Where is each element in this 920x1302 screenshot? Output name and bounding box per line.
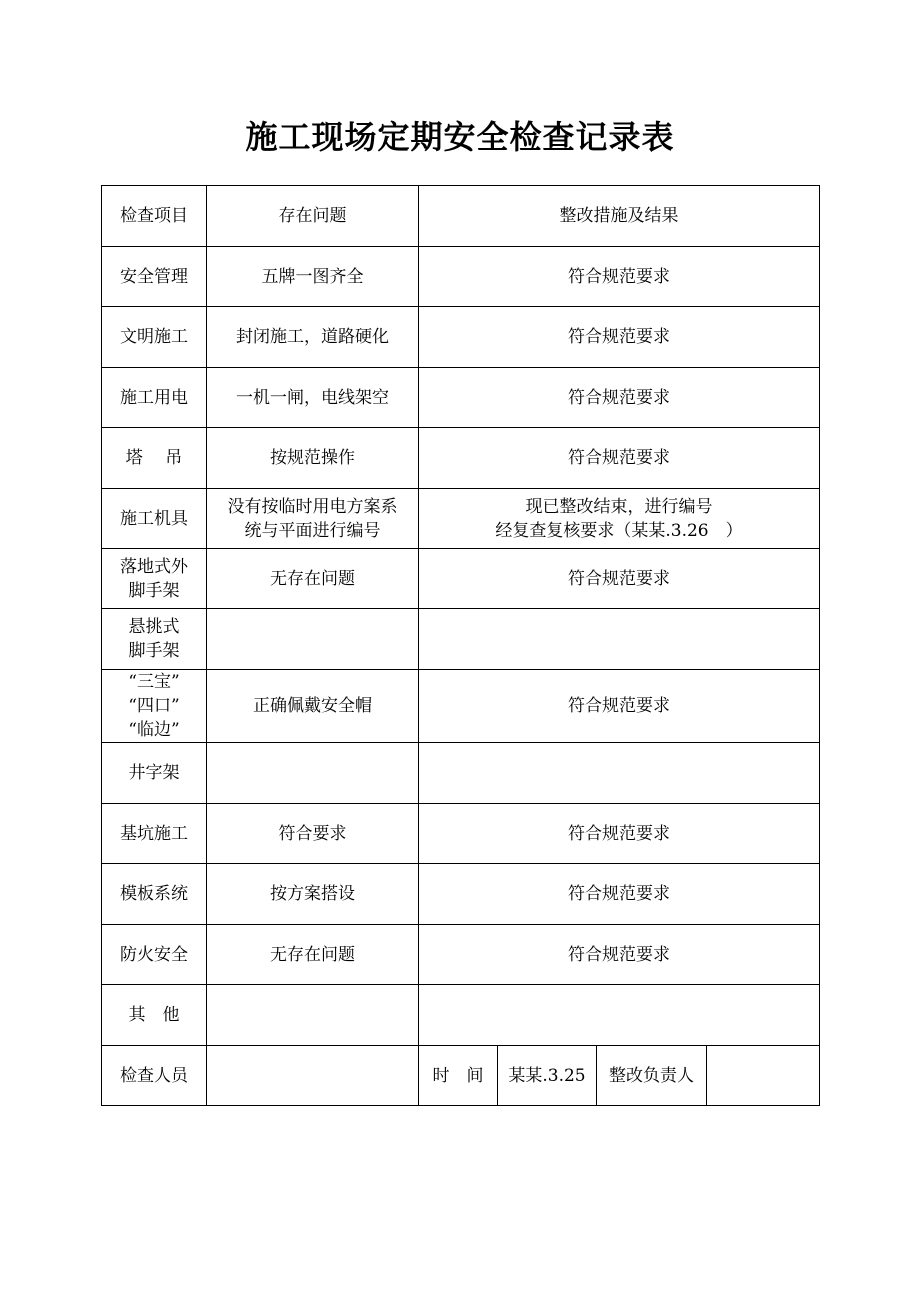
table-row [102,743,820,804]
row-measures [419,985,820,1046]
row-item: 塔 吊 [102,428,207,489]
row-item: 其 他 [102,985,207,1046]
row-problem: 封闭施工，道路硬化 [207,307,419,368]
table-row [102,804,820,864]
table-row [102,609,820,670]
row-item: “三宝” “四口” “临边” [102,670,207,743]
row-item: 落地式外 脚手架 [102,549,207,609]
table-header-row [102,186,820,247]
table-row [102,368,820,428]
row-item: 基坑施工 [102,804,207,864]
row-problem: 正确佩戴安全帽 [207,670,419,743]
row-item: 安全管理 [102,247,207,307]
header-problem: 存在问题 [207,186,419,247]
row-measures: 符合规范要求 [419,428,820,489]
table-row [102,428,820,489]
signature-row [102,1046,820,1106]
row-problem [207,609,419,670]
row-measures: 符合规范要求 [419,804,820,864]
row-problem [207,743,419,804]
responsible-label: 整改负责人 [597,1046,707,1106]
row-item: 模板系统 [102,864,207,925]
table-row [102,307,820,368]
row-item: 防火安全 [102,925,207,985]
row-measures: 符合规范要求 [419,864,820,925]
header-measures: 整改措施及结果 [419,186,820,247]
row-measures: 符合规范要求 [419,549,820,609]
row-measures: 符合规范要求 [419,670,820,743]
row-problem: 没有按临时用电方案系 统与平面进行编号 [207,489,419,549]
table-row [102,864,820,925]
row-problem: 按规范操作 [207,428,419,489]
row-problem [207,985,419,1046]
row-item: 文明施工 [102,307,207,368]
row-problem: 按方案搭设 [207,864,419,925]
row-item: 施工用电 [102,368,207,428]
page-title: 施工现场定期安全检查记录表 [245,118,675,156]
inspector-label: 检查人员 [102,1046,207,1106]
time-label: 时 间 [419,1046,498,1106]
row-problem: 五牌一图齐全 [207,247,419,307]
inspection-table [101,185,820,1106]
header-item: 检查项目 [102,186,207,247]
row-item: 井字架 [102,743,207,804]
table-row [102,247,820,307]
row-problem: 无存在问题 [207,549,419,609]
row-measures: 符合规范要求 [419,247,820,307]
row-item: 施工机具 [102,489,207,549]
table-row [102,925,820,985]
inspector-value [207,1046,419,1106]
row-measures: 符合规范要求 [419,925,820,985]
row-measures [419,609,820,670]
responsible-value [707,1046,820,1106]
table-row [102,985,820,1046]
row-problem: 符合要求 [207,804,419,864]
row-measures [419,743,820,804]
row-problem: 无存在问题 [207,925,419,985]
table-row [102,489,820,549]
time-value: 某某.3.25 [498,1046,597,1106]
row-measures: 现已整改结束，进行编号 经复查复核要求（某某.3.26 ） [419,489,820,549]
row-measures: 符合规范要求 [419,307,820,368]
table-row [102,670,820,743]
row-item: 悬挑式 脚手架 [102,609,207,670]
table-row [102,549,820,609]
row-measures: 符合规范要求 [419,368,820,428]
row-problem: 一机一闸，电线架空 [207,368,419,428]
